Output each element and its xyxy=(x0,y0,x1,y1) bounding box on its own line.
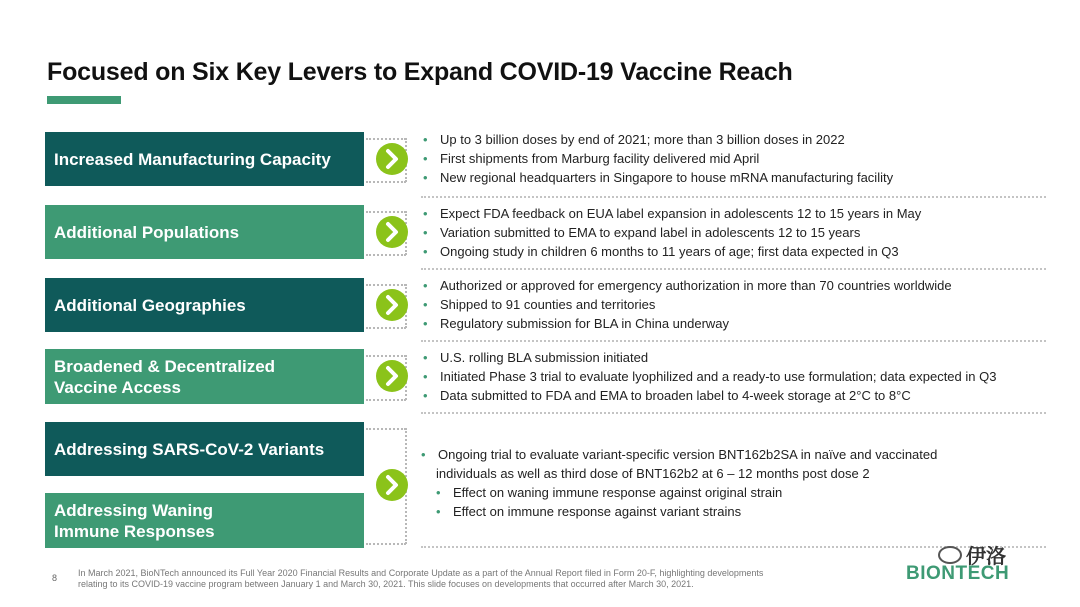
lever-label: Broadened & Decentralized Vaccine Access xyxy=(54,356,276,397)
list-item: • Initiated Phase 3 trial to evaluate lyophilized and a ready-to use formulation; data expected in Q3 xyxy=(423,367,996,386)
list-item: • Ongoing trial to evaluate variant-specific version BNT162b2SA in naïve and vaccinated xyxy=(421,445,937,464)
list-item: • Up to 3 billion doses by end of 2021; more than 3 billion doses in 2022 xyxy=(423,130,893,149)
list-item: • New regional headquarters in Singapore to house mRNA manufacturing facility xyxy=(423,168,893,187)
list-item: • U.S. rolling BLA submission initiated xyxy=(423,348,996,367)
watermark xyxy=(938,540,1006,569)
wechat-icon xyxy=(938,546,962,564)
lever-populations xyxy=(45,205,364,259)
divider xyxy=(421,340,1046,342)
connector xyxy=(366,428,406,430)
bullet-list-manufacturing xyxy=(423,130,893,187)
connector xyxy=(366,138,406,140)
list-item: • Regulatory submission for BLA in China underway xyxy=(423,314,952,333)
bullet-list-populations xyxy=(423,204,921,261)
bullet-list-variants xyxy=(421,445,937,521)
biontech-logo: BIONTECH xyxy=(906,563,1010,584)
watermark-text: 伊洛 xyxy=(966,546,1006,568)
list-item: • Ongoing study in children 6 months to 11 years of age; first data expected in Q3 xyxy=(423,242,921,261)
list-item: • Data submitted to FDA and EMA to broaden label to 4-week storage at 2°C to 8°C xyxy=(423,386,996,405)
bullet-list-access xyxy=(423,348,996,405)
title-accent-bar xyxy=(47,96,121,104)
list-item: • Expect FDA feedback on EUA label expansion in adolescents 12 to 15 years in May xyxy=(423,204,921,223)
chevron-right-icon xyxy=(376,216,408,248)
chevron-right-icon xyxy=(376,360,408,392)
lever-label: Increased Manufacturing Capacity xyxy=(54,149,331,169)
lever-waning xyxy=(45,493,364,548)
chevron-right-icon xyxy=(376,469,408,501)
lever-label: Addressing Waning Immune Responses xyxy=(54,500,215,541)
divider xyxy=(421,196,1046,198)
list-item-continuation: individuals as well as third dose of BNT162b2 at 6 – 12 months post dose 2 xyxy=(436,466,870,481)
chevron-right-icon xyxy=(376,289,408,321)
page-title: Focused on Six Key Levers to Expand COVID-19 Vaccine Reach xyxy=(47,58,793,86)
divider xyxy=(421,412,1046,414)
chevron-right-icon xyxy=(376,143,408,175)
footnote-line: relating to its COVID-19 vaccine program between January 1 and March 30, 2021. This slide focuses on developments that occurred after March 30, 2021. xyxy=(78,579,694,589)
connector xyxy=(366,355,406,357)
lever-manufacturing xyxy=(45,132,364,186)
connector xyxy=(366,181,406,183)
page-number: 8 xyxy=(52,573,58,583)
connector xyxy=(366,543,406,545)
divider xyxy=(421,268,1046,270)
connector xyxy=(366,327,406,329)
bullet-list-geographies xyxy=(423,276,952,333)
connector xyxy=(366,254,406,256)
connector xyxy=(366,211,406,213)
connector xyxy=(366,284,406,286)
sub-list-item: • Effect on waning immune response against original strain xyxy=(421,483,937,502)
lever-variants xyxy=(45,422,364,476)
lever-label: Additional Populations xyxy=(54,222,240,242)
footnote-line: In March 2021, BioNTech announced its Full Year 2020 Financial Results and Corporate Update as a part of the Annual Report filed in Form 20-F, highlighting developments xyxy=(78,568,764,578)
footnote xyxy=(78,568,868,590)
lever-label: Addressing SARS-CoV-2 Variants xyxy=(54,439,325,459)
connector xyxy=(366,399,406,401)
list-item: • Shipped to 91 counties and territories xyxy=(423,295,952,314)
lever-label: Additional Geographies xyxy=(54,295,246,315)
sub-list-item: • Effect on immune response against variant strains xyxy=(421,502,937,521)
lever-access xyxy=(45,349,364,404)
lever-geographies xyxy=(45,278,364,332)
list-item: • Variation submitted to EMA to expand label in adolescents 12 to 15 years xyxy=(423,223,921,242)
list-item: • Authorized or approved for emergency authorization in more than 70 countries worldwide xyxy=(423,276,952,295)
list-item: • First shipments from Marburg facility delivered mid April xyxy=(423,149,893,168)
